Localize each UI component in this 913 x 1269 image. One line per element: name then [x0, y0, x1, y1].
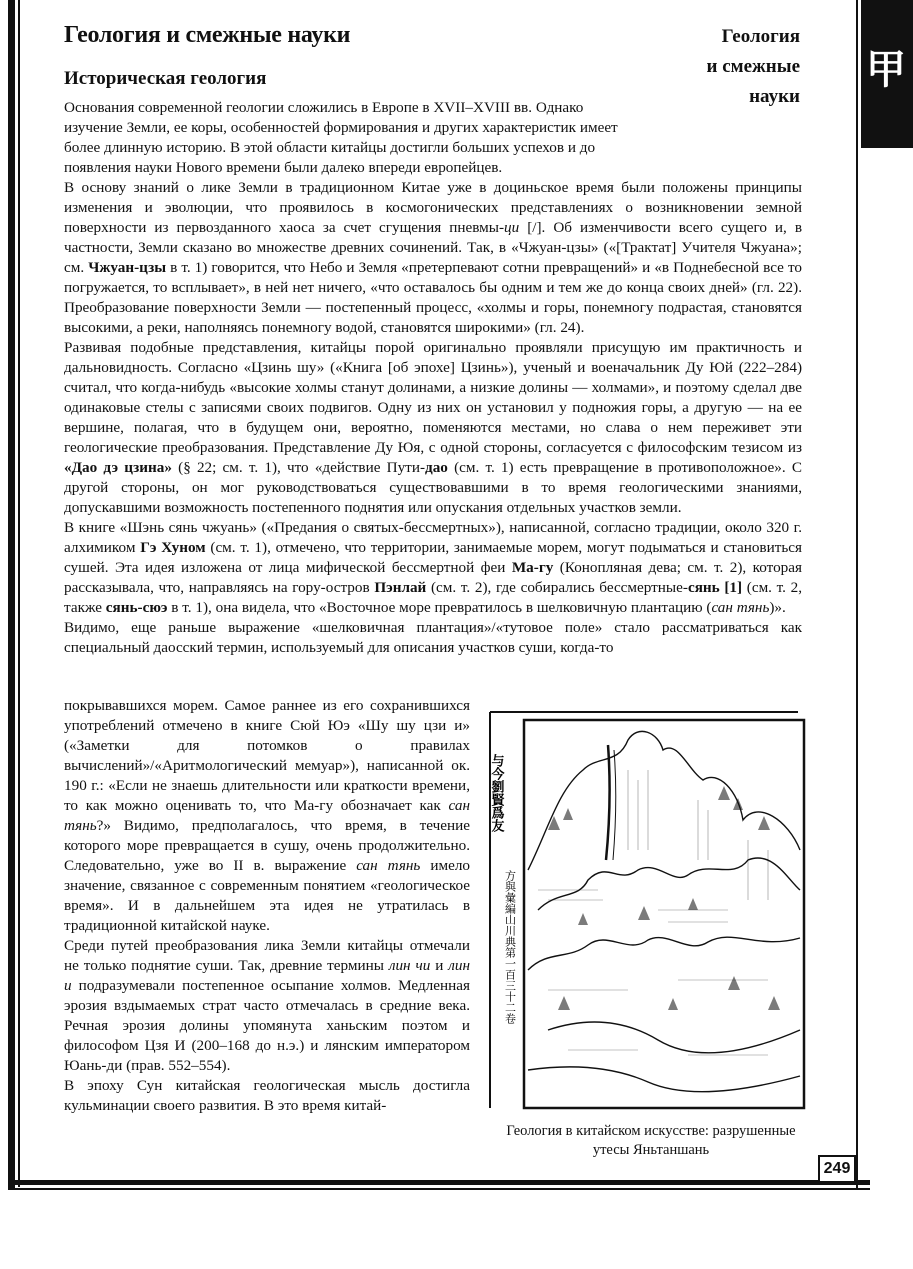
figure-caption: Геология в китайском искусстве: разрушенные утесы Яньтаншань [506, 1123, 796, 1158]
section-title: Историческая геология [64, 68, 267, 89]
figure-vertical-label-top: 与今劉賢爲友 [488, 754, 504, 832]
illustration-yantangshan-cliffs [488, 710, 806, 1110]
page-frame-left [8, 0, 15, 1190]
paragraph-4: В книге «Шэнь сянь чжуань» («Предания о святых-бессмертных»), написанной, согласно традиции, около 320 г. алхимиком Гэ Хуном (см. т. 1), отмечено, что территории, занимаемые морем, могут подыматься и становиться сушей. Эта идея изложена от лица мифической бессмертной феи Ма-гу (Конопляная дева; см. т. 2), которая рассказывала, что, направляясь на гору-остров Пэнлай (см. т. 2), где собирались бессмертные-сянь [1] (см. т. 2, также сянь-сюэ в т. 1), она видела, что «Восточное море превратилось в шелковичную плантацию (сан тянь)». [64, 519, 803, 616]
paragraph-8: В эпоху Сун китайская геологическая мысль достигла кульминации своего развития. В это время китай- [64, 1077, 470, 1114]
paragraph-5: Видимо, еще раньше выражение «шелковичная плантация»/«тутовое поле» стало рассматриваться как специальный даосский термин, используемый для описания участков суши, когда-то [64, 619, 802, 656]
paragraph-1: Основания современной геологии сложились в Европе в XVII–XVIII вв. Однако изучение Земли, ее коры, особенностей формирования и других характеристик имеет более длинную историю. В этой области китайцы достигли больших успехов и до появления науки Нового времени были далеко впереди европейцев. [64, 99, 618, 176]
page-frame-left-inner [18, 0, 20, 1187]
page-frame-right [856, 0, 858, 1188]
paragraph-2: В основу знаний о лике Земли в традиционном Китае уже в доциньское время были положены принципы изменения и эволюции, что проявилось в космогонических представлениях о возникновении земной поверхности из первозданного хаоса за счет сгущения пневмы-ци [/]. Об изменчивости всего сущего и, в частности, Земли сказано во множестве древних сочинений. Так, в «Чжуан-цзы» («[Трактат] Учителя Чжуана»; см. Чжуан-цзы в т. 1) говорится, что Небо и Земля «претерпевают сотни превращений» и «в Поднебесной все то погружается, то всплывает», в ней нет ничего, «что оставалось бы одним и тем же до конца своих дней» (гл. 22). Преобразование поверхности Земли — постепенный процесс, «холмы и горы, понемногу подрастая, становятся высокими, а реки, наполняясь понемногу водой, становятся широкими» (гл. 24). [64, 179, 802, 336]
running-head-line-1: Геология [721, 26, 800, 47]
left-column-text [64, 696, 470, 1116]
running-head-line-3: науки [749, 86, 800, 107]
paragraph-7: Среди путей преобразования лика Земли китайцы отмечали не только поднятие суши. Так, древние термины лин чи и лин и подразумевали постепенное осыпание холмов. Медленная эрозия вздымаемых страт часто отмечалась в средние века. Речная эрозия долины упомянута ханьским поэтом и философом Цзя И (200–168 до н.э.) и лянским императором Юань-ди (прав. 552–554). [64, 937, 470, 1074]
page-number: 249 [818, 1155, 856, 1183]
page-frame-bottom-inner [8, 1188, 870, 1190]
page-frame-bottom [8, 1180, 870, 1185]
figure-vertical-label-side: 方與彙編山川典第一百三十二卷 [503, 870, 517, 1024]
body-text [64, 98, 802, 658]
paragraph-6: покрывавшихся морем. Самое раннее из его сохранившихся употреблений отмечено в книге Сюй Юэ «Шу шу цзи и» («Заметки для потомков о правилах вычислений»/«Аритмологический мемуар»), написанной ок. 190 г.: «Если не знаешь длительности или краткости времени, то как можно оценивать то, что Ма-гу обозначает как сан тянь?» Видимо, предполагалось, что время, в течение которого море превращается в сушу, очень продолжительно. Следовательно, уже во II в. выражение сан тянь имело значение, связанное с современным понятием «геологическое время». И в дальнейшем эта идея не утратилась в традиционной китайской науке. [64, 697, 470, 934]
page-title: Геология и смежные науки [64, 22, 351, 48]
chapter-tab-glyph: 甲 [866, 47, 906, 93]
running-head-line-2: и смежные [706, 56, 800, 77]
paragraph-3: Развивая подобные представления, китайцы порой оригинально проявляли присущую им практичность и дальновидность. Согласно «Цзинь шу» («Книга [об эпохе] Цзинь»), ученый и военачальник Ду Юй (222–284) считал, что когда-нибудь «высокие холмы станут долинами, а низкие долины — холмами», и поэтому сделал две одинаковые стелы с записями своих подвигов. Одну из них он установил у подножия горы, а другую — на ее вершине, полагая, что в будущем они, вероятно, поменяются местами, но слава о нем переживет эти геологические преобразования. Представление Ду Юя, с одной стороны, согласуется с философским тезисом из «Дао дэ цзина» (§ 22; см. т. 1), что «действие Пути-дао (см. т. 1) есть превращение в противоположное». С другой стороны, он мог руководствоваться существовавшими в то время геологическими знаниями, допускавшими возможность постепенного поднятия или опускания отдельных участков земли. [64, 339, 802, 516]
